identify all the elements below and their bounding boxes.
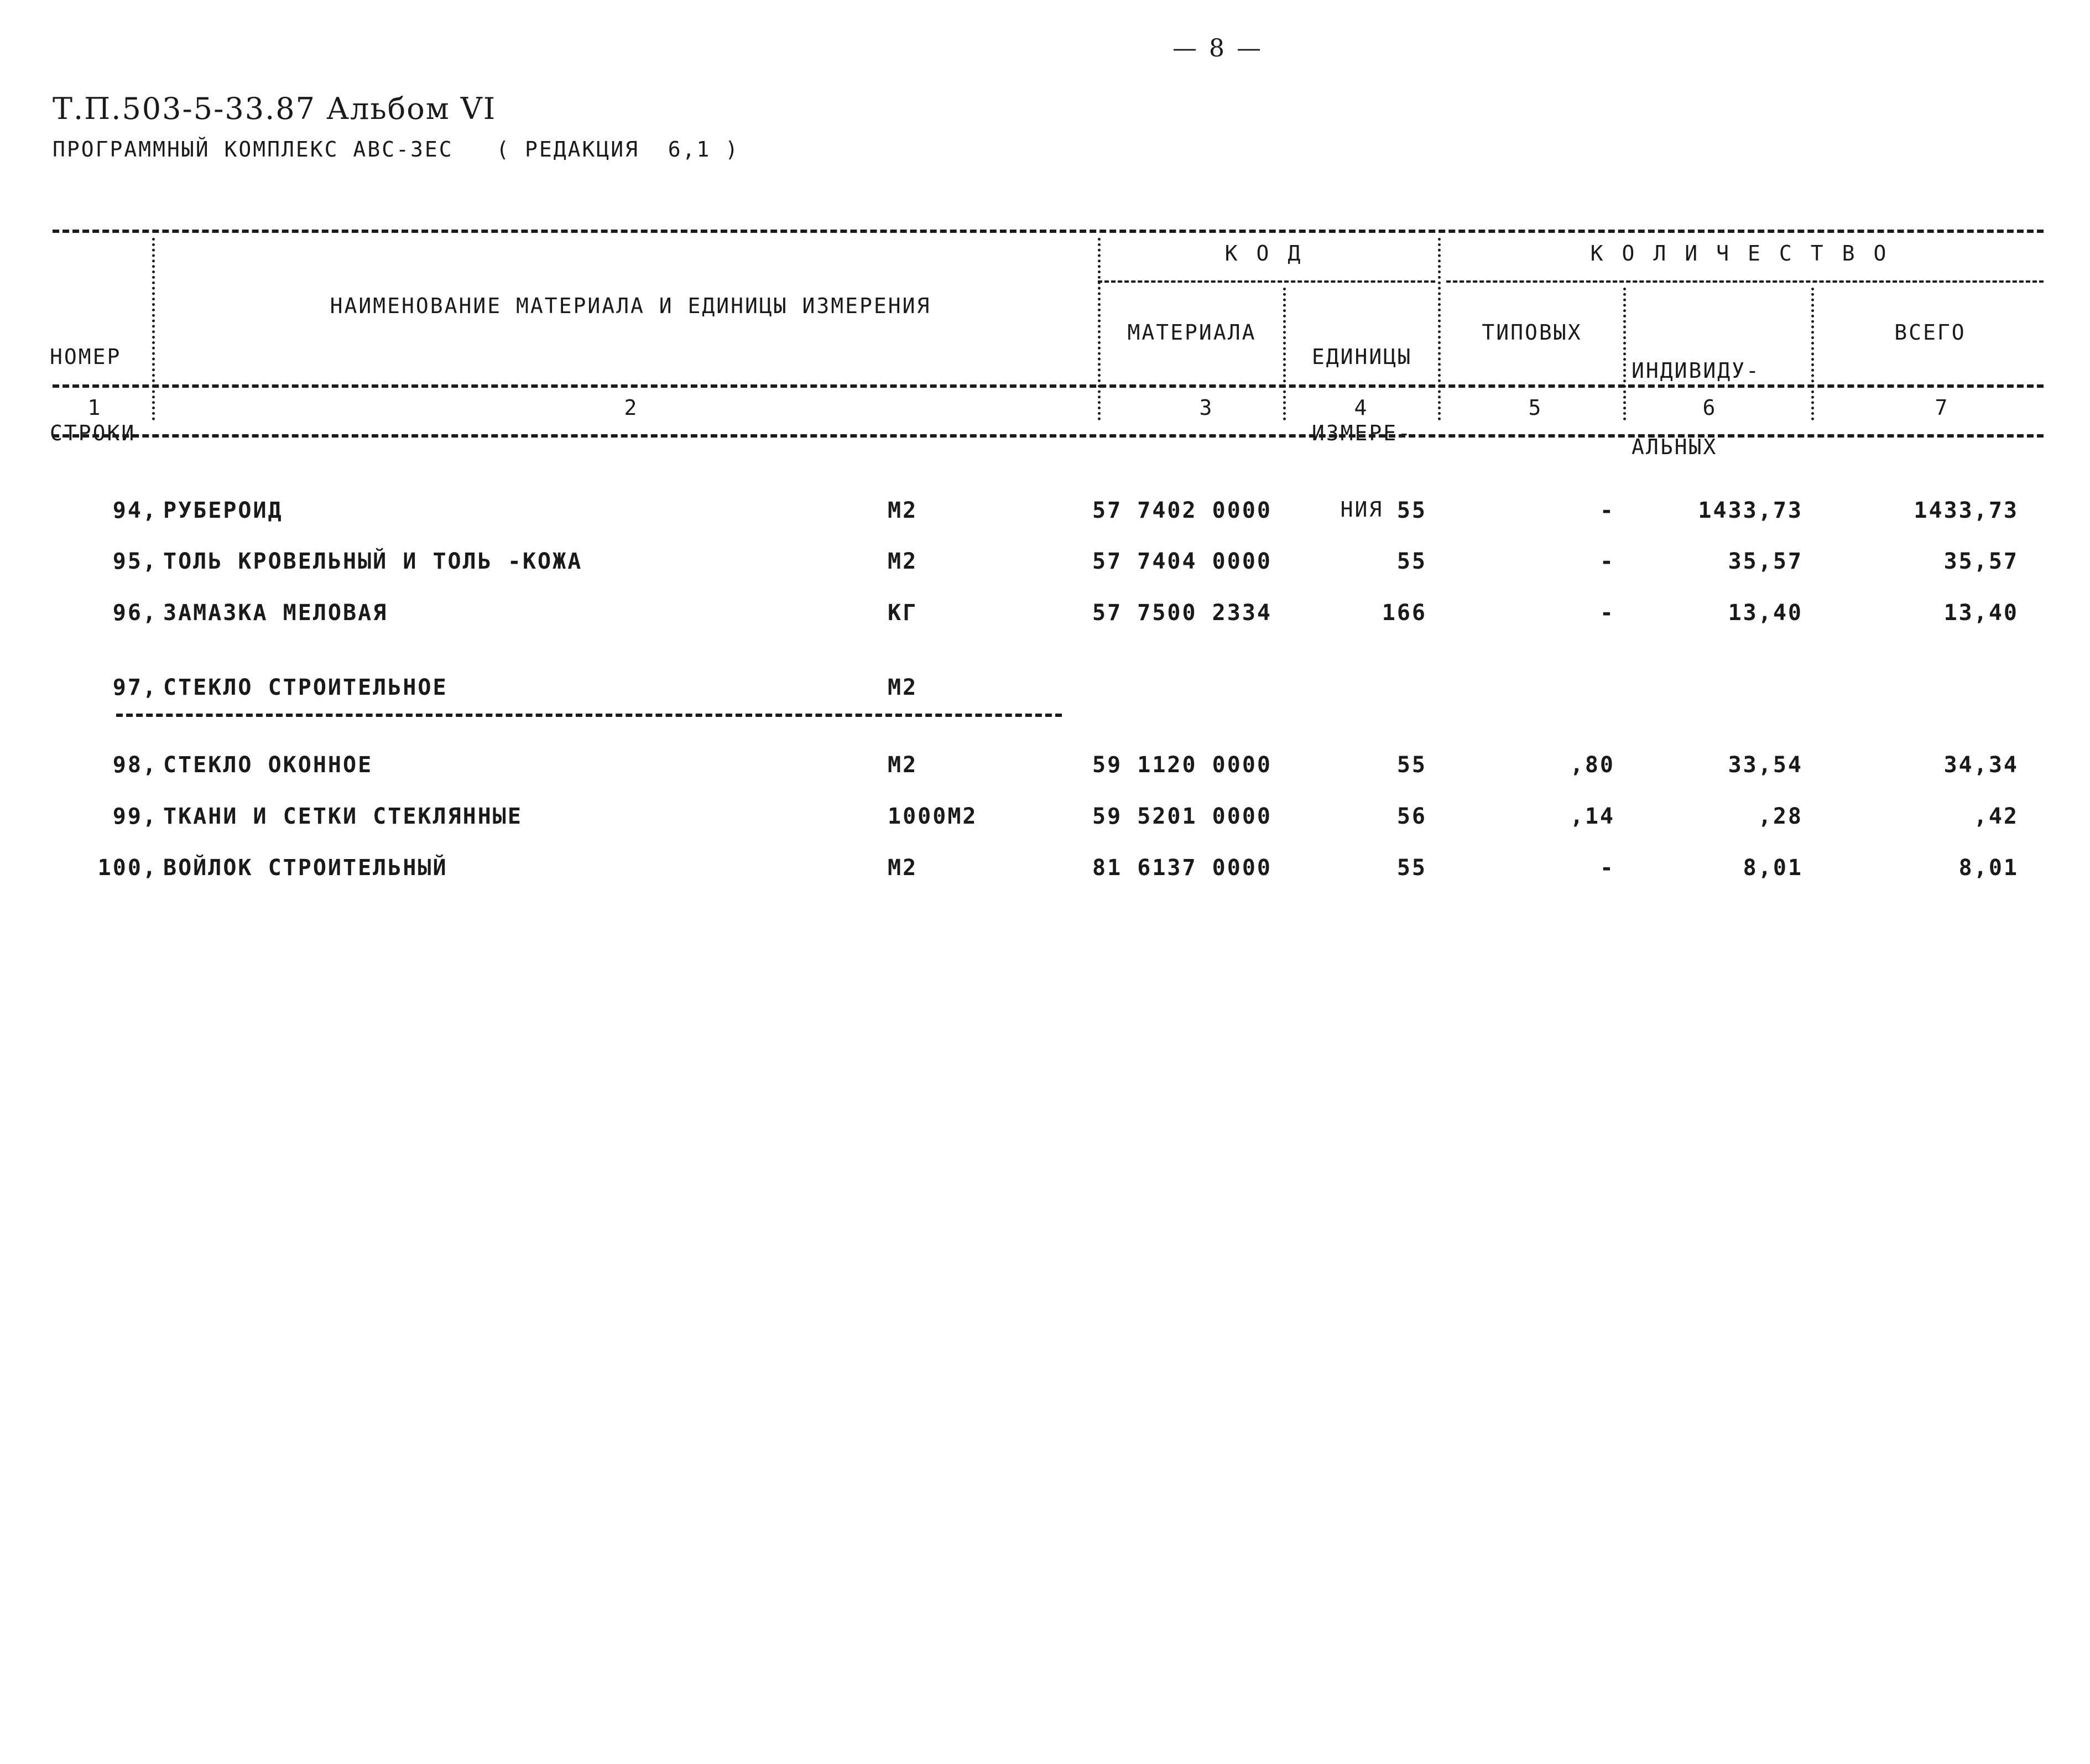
material-name: ТОЛЬ КРОВЕЛЬНЫЙ И ТОЛЬ -КОЖА [163, 549, 583, 574]
row-number: 96, [112, 600, 158, 626]
column-number-1: 1 [87, 396, 101, 420]
group-underline [116, 714, 1062, 717]
row-number: 100, [97, 855, 158, 881]
column-number-6: 6 [1702, 396, 1716, 420]
column-number-4: 4 [1354, 396, 1367, 420]
row-number: 97, [112, 675, 158, 700]
qty-typical: - [1599, 600, 1615, 626]
qty-total: ,42 [1973, 804, 2019, 829]
header-name: НАИМЕНОВАНИЕ МАТЕРИАЛА И ЕДИНИЦЫ ИЗМЕРЕНИЯ [330, 294, 931, 318]
material-code: 81 6137 0000 [1092, 855, 1272, 881]
table-top-rule [53, 230, 2044, 233]
separator-2-3 [1098, 238, 1101, 420]
header-code-material: МАТЕРИАЛА [1127, 320, 1257, 345]
material-code: 59 1120 0000 [1092, 752, 1272, 778]
qty-individual: 13,40 [1728, 600, 1803, 626]
header-row-no [50, 293, 149, 471]
column-number-5: 5 [1528, 396, 1541, 420]
unit-code: 166 [1382, 600, 1427, 626]
column-number-3: 3 [1199, 396, 1212, 420]
separator-3-4 [1283, 288, 1286, 420]
material-name: ЗАМАЗКА МЕЛОВАЯ [163, 600, 388, 626]
material-code: 57 7402 0000 [1092, 498, 1272, 523]
row-number: 94, [112, 498, 158, 523]
header-qty-total: ВСЕГО [1894, 320, 1966, 345]
material-name: СТЕКЛО ОКОННОЕ [163, 752, 373, 778]
qty-typical: ,14 [1570, 804, 1615, 829]
material-code: 59 5201 0000 [1092, 804, 1272, 829]
unit-code: 55 [1396, 498, 1427, 523]
qty-individual: 1433,73 [1698, 498, 1803, 523]
qty-individual: 35,57 [1728, 549, 1803, 574]
row-number: 98, [112, 752, 158, 778]
unit-name: КГ [888, 600, 918, 626]
qty-total: 1433,73 [1914, 498, 2019, 523]
unit-code: 55 [1396, 855, 1427, 881]
header-qty-typical: ТИПОВЫХ [1482, 320, 1582, 345]
program-line: ПРОГРАММНЫЙ КОМПЛЕКС АВС-3ЕС ( РЕДАКЦИЯ 6,1 ) [53, 137, 740, 162]
unit-name: 1000М2 [888, 804, 978, 829]
header-qty-individual-line2: АЛЬНЫХ [1632, 435, 1718, 459]
page-number: — 8 — [1172, 34, 1263, 63]
separator-6-7 [1811, 288, 1814, 420]
material-name: СТЕКЛО СТРОИТЕЛЬНОЕ [163, 675, 448, 700]
qty-individual: 8,01 [1743, 855, 1803, 881]
qty-typical: - [1599, 549, 1615, 574]
unit-name: М2 [888, 855, 918, 881]
material-name: РУБЕРОИД [163, 498, 283, 523]
qty-total: 34,34 [1943, 752, 2019, 778]
qty-total: 13,40 [1943, 600, 2019, 626]
qty-typical: ,80 [1570, 752, 1615, 778]
header-code-unit-line3: НИЯ [1340, 497, 1384, 522]
unit-code: 55 [1396, 752, 1427, 778]
document-reference: Т.П.503-5-33.87 Альбом VI [53, 91, 497, 126]
header-code-unit-line2: ИЗМЕРЕ- [1311, 421, 1413, 445]
unit-name: М2 [888, 498, 918, 523]
unit-name: М2 [888, 675, 918, 700]
header-row-no-line1: НОМЕР [50, 345, 122, 369]
qty-group-rule [1446, 280, 2044, 283]
header-code-group: КОД [1224, 241, 1320, 266]
separator-5-6 [1623, 288, 1626, 420]
qty-individual: 33,54 [1728, 752, 1803, 778]
material-name: ТКАНИ И СЕТКИ СТЕКЛЯННЫЕ [163, 804, 523, 829]
column-number-2: 2 [624, 396, 637, 420]
qty-typical: - [1599, 855, 1615, 881]
unit-name: М2 [888, 752, 918, 778]
header-qty-group: КОЛИЧЕСТВО [1590, 241, 1905, 266]
header-code-unit-line1: ЕДИНИЦЫ [1311, 345, 1413, 369]
qty-individual: ,28 [1758, 804, 1803, 829]
row-number: 99, [112, 804, 158, 829]
row-number: 95, [112, 549, 158, 574]
column-number-7: 7 [1935, 396, 1948, 420]
header-qty-individual-line1: ИНДИВИДУ- [1632, 358, 1760, 383]
unit-code: 56 [1396, 804, 1427, 829]
separator-4-5 [1438, 238, 1441, 420]
separator-1-2 [152, 238, 155, 420]
material-code: 57 7404 0000 [1092, 549, 1272, 574]
qty-total: 8,01 [1958, 855, 2019, 881]
qty-total: 35,57 [1943, 549, 2019, 574]
unit-code: 55 [1396, 549, 1427, 574]
qty-typical: - [1599, 498, 1615, 523]
material-name: ВОЙЛОК СТРОИТЕЛЬНЫЙ [163, 855, 448, 881]
code-group-rule [1098, 280, 1435, 283]
unit-name: М2 [888, 549, 918, 574]
header-row-no-line2: СТРОКИ [50, 421, 136, 445]
material-code: 57 7500 2334 [1092, 600, 1272, 626]
